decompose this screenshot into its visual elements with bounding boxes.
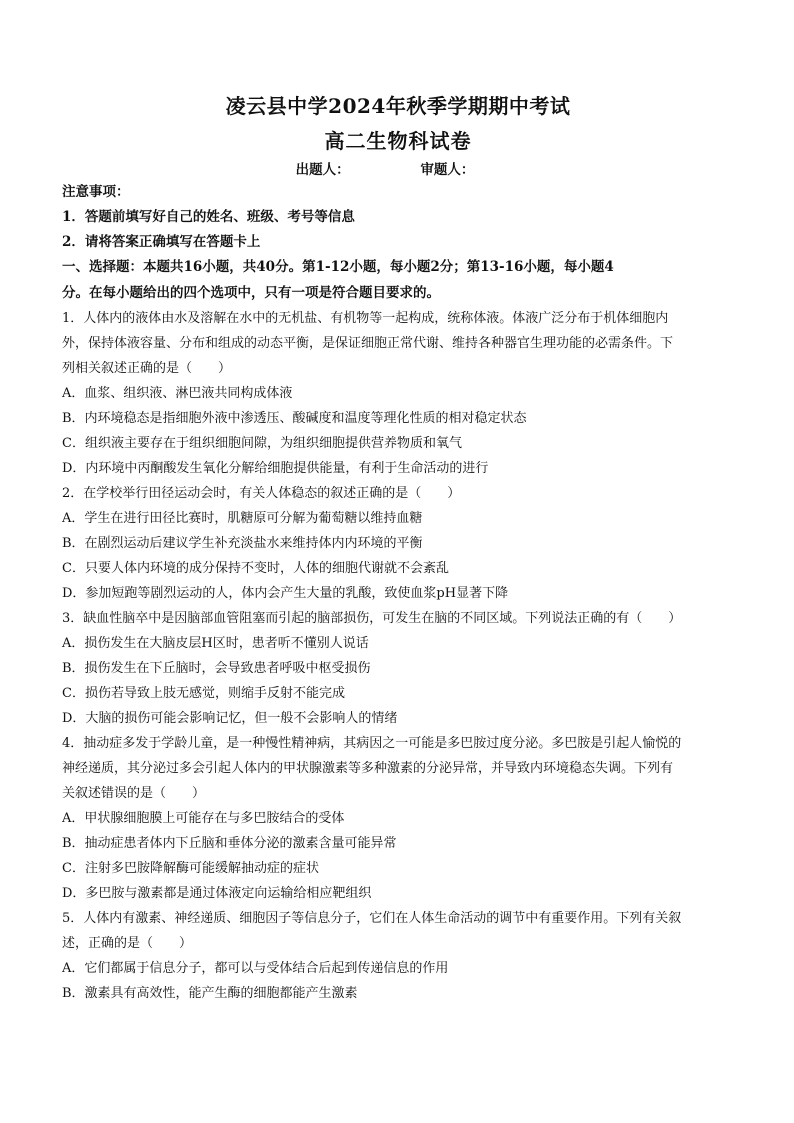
note-item: 2．请将答案正确填写在答题卡上	[62, 234, 261, 250]
option-c: C．只要人体内环境的成分保持不变时，人体的细胞代谢就不会紊乱	[62, 561, 449, 576]
section-heading	[62, 255, 734, 306]
question-stem-line: 述，正确的是（ ）	[62, 936, 193, 951]
question-2	[62, 481, 734, 606]
author-label: 出题人：	[295, 162, 350, 178]
option-a: A．血浆、组织液、淋巴液共同构成体液	[62, 386, 293, 401]
option-d: D．内环境中丙酮酸发生氧化分解给细胞提供能量，有利于生命活动的进行	[62, 461, 489, 476]
option-a: A．学生在进行田径比赛时，肌糖原可分解为葡萄糖以维持血糖	[62, 511, 423, 526]
exam-page	[62, 90, 734, 1006]
section-line: 分。在每小题给出的四个选项中，只有一项是符合题目要求的。	[62, 284, 440, 301]
option-a: A．它们都属于信息分子，都可以与受体结合后起到传递信息的作用	[62, 961, 449, 976]
option-c: C．组织液主要存在于组织细胞间隙，为组织细胞提供营养物质和氧气	[62, 436, 462, 451]
question-4	[62, 731, 734, 906]
author-line	[62, 160, 734, 180]
note-item: 1．答题前填写好自己的姓名、班级、考号等信息	[62, 209, 355, 225]
question-stem-line: 外，保持体液容量、分布和组成的动态平衡，是保证细胞正常代谢、维持各种器官生理功能的必需条件。下	[62, 336, 674, 351]
option-c: C．注射多巴胺降解酶可能缓解抽动症的症状	[62, 861, 319, 876]
question-stem-line: 5．人体内有激素、神经递质、细胞因子等信息分子，它们在人体生命活动的调节中有重要作用。下列有关叙	[62, 911, 682, 926]
question-stem-line: 列相关叙述正确的是（ ）	[62, 361, 232, 376]
section-line: 一、选择题：本题共16小题，共40分。第1-12小题，每小题2分；第13-16小题，每小题4	[62, 259, 614, 275]
question-stem-line: 关叙述错误的是（ ）	[62, 786, 206, 801]
question-1	[62, 306, 734, 481]
option-d: D．大脑的损伤可能会影响记忆，但一般不会影响人的情绪	[62, 711, 398, 726]
exam-title: 凌云县中学2024年秋季学期期中考试	[225, 94, 571, 118]
option-b: B．在剧烈运动后建议学生补充淡盐水来维持体内内环境的平衡	[62, 536, 423, 551]
option-d: D．参加短跑等剧烈运动的人，体内会产生大量的乳酸，致使血浆pH显著下降	[62, 586, 509, 601]
option-a: A．甲状腺细胞膜上可能存在与多巴胺结合的受体	[62, 811, 345, 826]
notes-heading: 注意事项：	[62, 184, 130, 200]
option-c: C．损伤若导致上肢无感觉，则缩手反射不能完成	[62, 686, 345, 701]
question-stem-line: 1．人体内的液体由水及溶解在水中的无机盐、有机物等一起构成，统称体液。体液广泛分布于机体细胞内	[62, 311, 669, 326]
exam-subtitle: 高二生物科试卷	[324, 129, 472, 153]
question-5	[62, 906, 734, 1006]
question-3	[62, 606, 734, 731]
question-stem-line: 3．缺血性脑卒中是因脑部血管阻塞而引起的脑部损伤，可发生在脑的不同区域。下列说法正确的有（ ）	[62, 611, 682, 626]
option-b: B．抽动症患者体内下丘脑和垂体分泌的激素含量可能异常	[62, 836, 397, 851]
reviewer-label: 审题人：	[420, 162, 475, 178]
option-b: B．损伤发生在下丘脑时，会导致患者呼吸中枢受损伤	[62, 661, 371, 676]
question-stem-line: 4．抽动症多发于学龄儿童，是一种慢性精神病，其病因之一可能是多巴胺过度分泌。多巴胺是引起人愉悦的	[62, 736, 682, 751]
option-b: B．激素具有高效性，能产生酶的细胞都能产生激素	[62, 986, 358, 1001]
option-b: B．内环境稳态是指细胞外液中渗透压、酸碱度和温度等理化性质的相对稳定状态	[62, 411, 527, 426]
option-a: A．损伤发生在大脑皮层H区时，患者听不懂别人说话	[62, 636, 369, 651]
option-d: D．多巴胺与激素都是通过体液定向运输给相应靶组织	[62, 886, 372, 901]
question-stem-line: 2．在学校举行田径运动会时，有关人体稳态的叙述正确的是（ ）	[62, 486, 461, 501]
question-stem-line: 神经递质，其分泌过多会引起人体内的甲状腺激素等多种激素的分泌异常，并导致内环境稳态失调。下列有	[62, 761, 674, 776]
